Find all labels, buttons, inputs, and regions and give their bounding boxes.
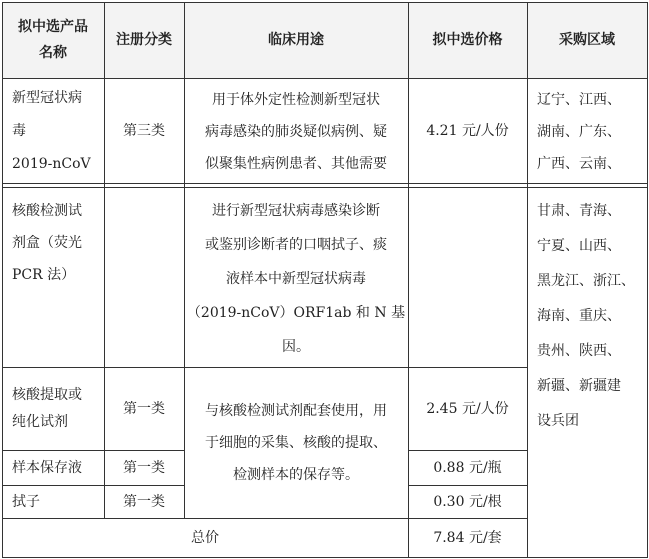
price-cell: 0.30 元/根: [433, 493, 502, 510]
price-cell: 0.88 元/瓶: [433, 459, 502, 476]
product-name-cell: 核酸提取或 纯化试剂: [12, 387, 82, 430]
total-label: 总价: [191, 529, 219, 546]
clinical-use-cell: 进行新型冠状病毒感染诊断 或鉴别诊断者的口咽拭子、痰 液样本中新型冠状病毒 （2019-nCoV）ORF1ab 和 N 基 因。: [186, 202, 406, 355]
category-cell: 第三类: [123, 123, 165, 139]
category-cell: 第一类: [123, 493, 165, 510]
header-price: 拟中选价格: [432, 32, 503, 48]
header-clinical-use: 临床用途: [268, 32, 324, 48]
table-border-right: [647, 2, 648, 558]
page-break-line-2: [2, 187, 647, 188]
table-border-bottom: [2, 557, 647, 558]
price-cell: 4.21 元/人份: [426, 123, 509, 139]
clinical-use-cell: 用于体外定性检测新型冠状 病毒感染的肺炎疑似病例、疑 似聚集性病例患者、其他需要: [205, 91, 387, 172]
product-name-cell: 拭子: [12, 493, 40, 510]
category-cell: 第一类: [123, 459, 165, 476]
category-cell: 第一类: [123, 400, 165, 417]
page-break-line: [2, 183, 647, 184]
region-cell: 辽宁、江西、 湖南、广东、 广西、云南、: [537, 91, 621, 172]
total-price: 7.84 元/套: [433, 529, 502, 546]
header-divider: [2, 78, 647, 79]
clinical-use-cell: 与核酸检测试剂配套使用，用 于细胞的采集、核酸的提取、 检测样本的保存等。: [205, 403, 387, 483]
header-product-name: 拟中选产品 名称: [18, 19, 88, 61]
header-category: 注册分类: [116, 32, 172, 48]
product-name-cell: 新型冠状病 毒 2019-nCoV: [12, 90, 91, 172]
price-cell: 2.45 元/人份: [426, 400, 509, 417]
header-region: 采购区域: [559, 32, 615, 48]
product-name-cell: 核酸检测试 剂盒（荧光 PCR 法）: [12, 203, 82, 283]
region-cell: 甘肃、青海、 宁夏、山西、 黑龙江、浙江、 海南、重庆、 贵州、陕西、 新疆、新疆建 设兵团: [537, 203, 635, 429]
product-name-cell: 样本保存液: [12, 459, 82, 476]
